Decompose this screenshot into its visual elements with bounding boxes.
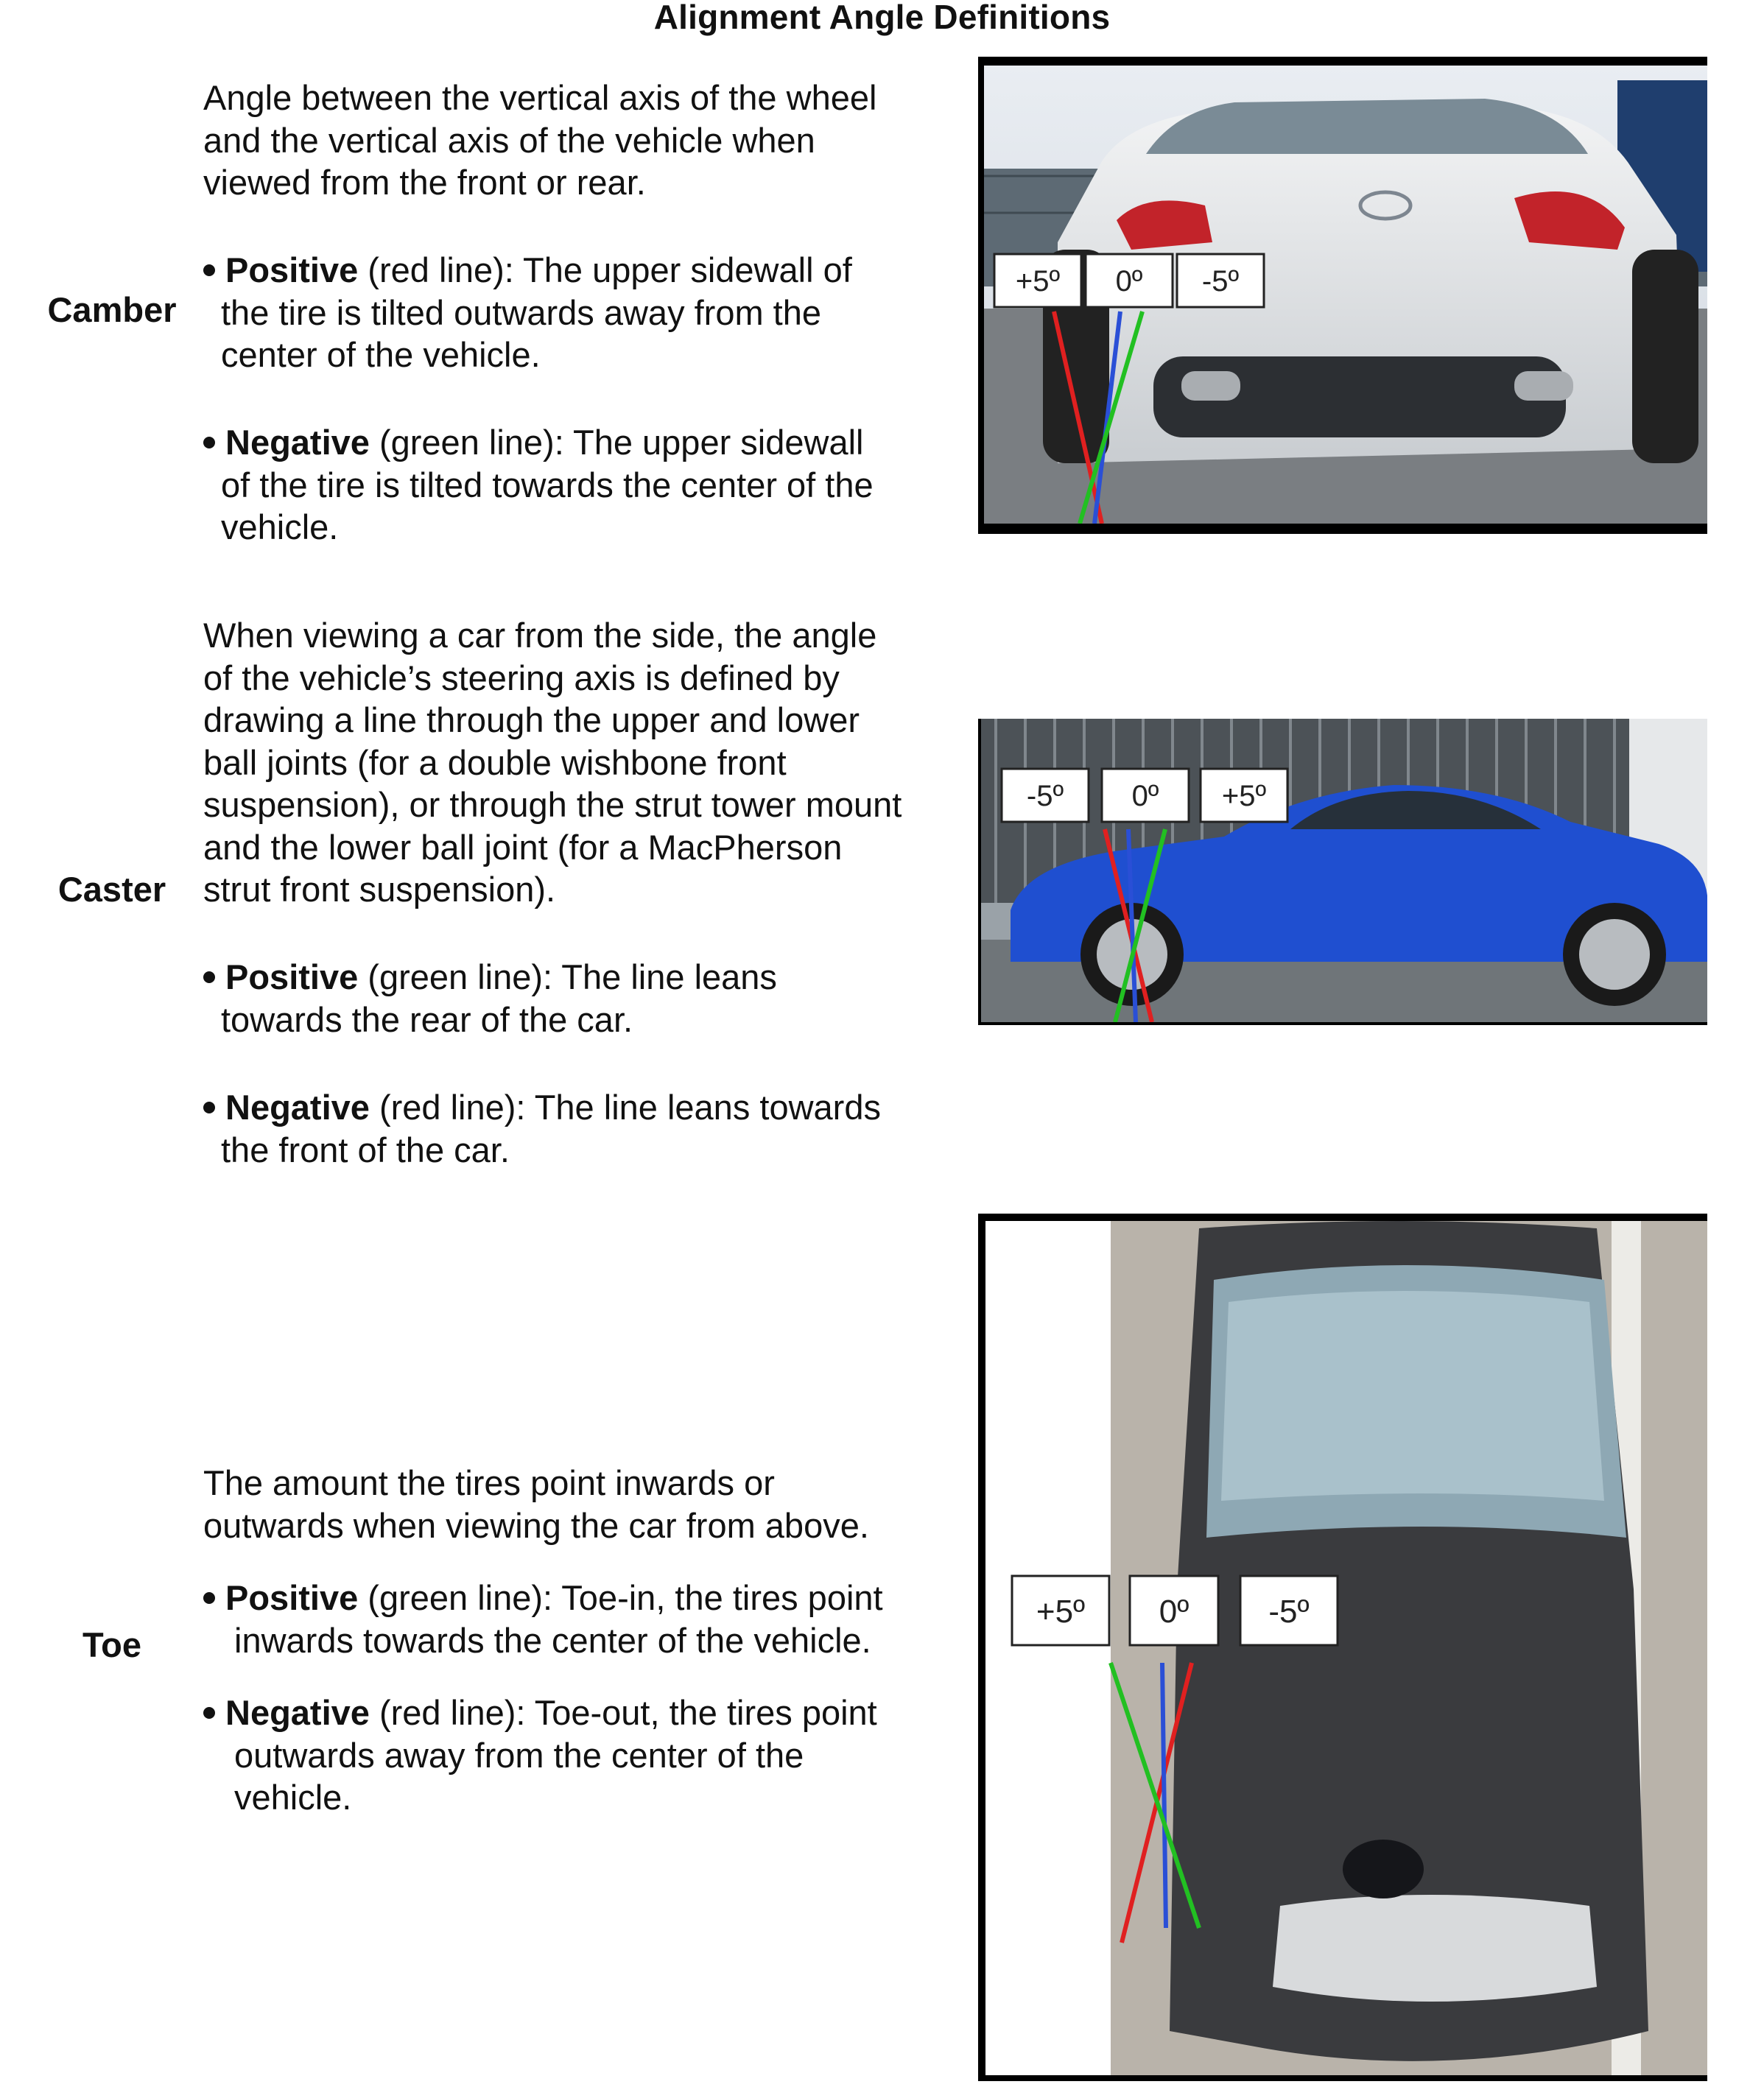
camber-positive-line-text: (red line): The upper sidewall of <box>358 250 852 289</box>
caster-positive-term: Positive <box>225 957 359 996</box>
camber-rear-car-photo <box>978 57 1707 534</box>
camber-positive-item <box>203 249 852 376</box>
toe-negative-rest: outwards away from the center of the vehicle. <box>234 1735 804 1817</box>
toe-positive-rest: inwards towards the center of the vehicle. <box>234 1620 871 1660</box>
camber-label: Camber <box>47 290 177 329</box>
toe-positive-line-text: (green line): Toe-in, the tires point <box>358 1578 883 1617</box>
camber-negative-term: Negative <box>225 423 370 462</box>
caster-negative-term: Negative <box>225 1088 370 1127</box>
camber-negative-rest: of the tire is tilted towards the center of the vehicle. <box>221 465 874 546</box>
toe-negative-term: Negative <box>225 1693 370 1732</box>
camber-angle-label-zero: 0º <box>1115 265 1143 298</box>
toe-positive-term: Positive <box>225 1578 359 1617</box>
bullet-icon <box>203 264 215 276</box>
toe-description: The amount the tires point inwards or outwards when viewing the car from above. <box>203 1463 869 1545</box>
toe-top-car-photo <box>978 1214 1707 2081</box>
caster-positive-item <box>203 956 777 1041</box>
camber-angle-label-negative: -5º <box>1201 265 1240 298</box>
caster-description: When viewing a car from the side, the angle of the vehicle’s steering axis is defined by drawing a line through the upper and lower ball joints (for a double wishbone front suspension), or through the strut tower mount and the lower ball joint (for a MacPherson strut front suspension). <box>203 616 902 909</box>
camber-description: Angle between the vertical axis of the wheel and the vertical axis of the vehicle when viewed from the front or rear. <box>203 78 877 202</box>
toe-positive-item <box>203 1577 883 1661</box>
camber-positive-term: Positive <box>225 250 359 289</box>
toe-label: Toe <box>82 1625 142 1664</box>
toe-negative-item <box>203 1692 877 1819</box>
caster-label: Caster <box>57 870 166 909</box>
bullet-icon <box>203 437 215 448</box>
caster-angle-label-positive: +5º <box>1221 780 1267 812</box>
caster-side-car-photo <box>978 719 1707 1025</box>
camber-angle-label-positive: +5º <box>1015 265 1061 298</box>
toe-angle-label-negative: -5º <box>1268 1594 1310 1630</box>
caster-negative-rest: the front of the car. <box>221 1130 510 1169</box>
bullet-icon <box>203 1102 215 1113</box>
caster-positive-line-text: (green line): The line leans <box>358 957 777 996</box>
caster-positive-rest: towards the rear of the car. <box>221 999 633 1039</box>
caster-negative-item <box>203 1086 881 1171</box>
camber-positive-rest: the tire is tilted outwards away from the center of the vehicle. <box>221 292 822 374</box>
toe-negative-line-text: (red line): Toe-out, the tires point <box>369 1693 877 1732</box>
page-title: Alignment Angle Definitions <box>653 0 1111 36</box>
bullet-icon <box>203 971 215 983</box>
caster-angle-label-negative: -5º <box>1026 780 1064 812</box>
caster-angle-label-zero: 0º <box>1131 780 1159 812</box>
bullet-icon <box>203 1592 215 1604</box>
camber-negative-line-text: (green line): The upper sidewall <box>369 423 864 462</box>
toe-angle-label-zero: 0º <box>1159 1594 1190 1630</box>
toe-angle-label-positive: +5º <box>1036 1594 1086 1630</box>
bullet-icon <box>203 1707 215 1719</box>
caster-negative-line-text: (red line): The line leans towards <box>369 1088 881 1127</box>
camber-negative-item <box>203 421 874 549</box>
